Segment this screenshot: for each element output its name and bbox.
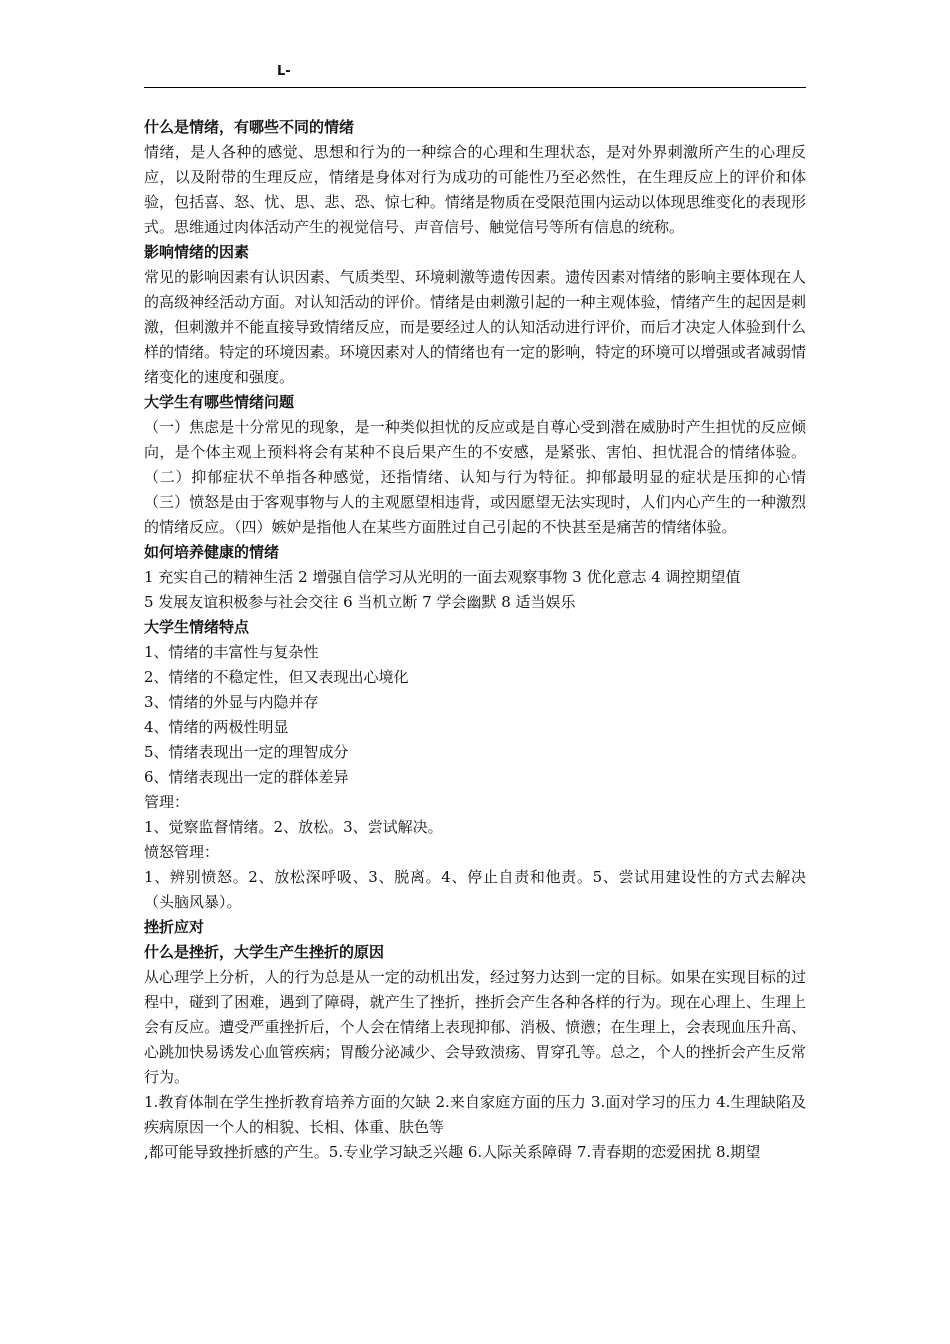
list-item: 2、情绪的不稳定性，但又表现出心境化 <box>144 668 409 686</box>
list-line-healthy-emotions-2: 5 发展友谊积极参与社会交往 6 当机立断 7 学会幽默 8 适当娱乐 <box>144 593 576 611</box>
header-mark: L- <box>277 64 291 79</box>
label-anger-management: 愤怒管理： <box>144 843 220 861</box>
paragraph-influencing-factors: 常见的影响因素有认识因素、气质类型、环境刺激等遗传因素。遗传因素对情绪的影响主要体现在人的高级神经活动方面。对认知活动的评价。情绪是由刺激引起的一种主观体验，情绪产生的起因是刺激，但刺激并不能直接导致情绪反应，而是要经过人的认知活动进行评价，而后才决定人体验到什么样的情绪。特定的环境因素。环境因素对人的情绪也有一定的影响，特定的环境可以增强或者减弱情绪变化的速度和强度。 <box>144 268 806 386</box>
section-heading-influencing-factors: 影响情绪的因素 <box>144 243 250 261</box>
paragraph-frustration: 从心理学上分析，人的行为总是从一定的动机出发，经过努力达到一定的目标。如果在实现目标的过程中，碰到了困难，遇到了障碍，就产生了挫折，挫折会产生各种各样的行为。现在心理上、生理上会有反应。遭受严重挫折后，个人会在情绪上表现抑郁、消极、愤懑；在生理上，会表现血压升高、心跳加快易诱发心血管疾病；胃酸分泌减少、会导致溃疡、胃穿孔等。总之，个人的挫折会产生反常行为。 <box>144 968 806 1086</box>
section-subheading-frustration-causes: 什么是挫折，大学生产生挫折的原因 <box>144 943 385 961</box>
section-heading-emotion-traits: 大学生情绪特点 <box>144 618 250 636</box>
paragraph-management: 1、觉察监督情绪。2、放松。3、尝试解决。 <box>144 818 443 836</box>
paragraph-anger-management: 1、辨别愤怒。2、放松深呼吸、3、脱离。4、停止自责和他责。5、尝试用建设性的方式去解决（头脑风暴）。 <box>144 868 806 911</box>
list-item: 1、情绪的丰富性与复杂性 <box>144 643 319 661</box>
list-item: 5、情绪表现出一定的理智成分 <box>144 743 349 761</box>
list-item: 4、情绪的两极性明显 <box>144 718 289 736</box>
paragraph-student-emotion-problems: （一）焦虑是十分常见的现象，是一种类似担忧的反应或是自尊心受到潜在威胁时产生担忧的反应倾向，是个体主观上预料将会有某种不良后果产生的不安感，是紧张、害怕、担忧混合的情绪体验。（二）抑郁症状不单指各种感觉，还指情绪、认知与行为特征。抑郁最明显的症状是压抑的心情（三）愤怒是由于客观事物与人的主观愿望相违背，或因愿望无法实现时，人们内心产生的一种激烈的情绪反应。（四）嫉妒是指他人在某些方面胜过自己引起的不快甚至是痛苦的情绪体验。 <box>144 418 806 536</box>
document-body <box>144 115 806 1165</box>
section-heading-healthy-emotions: 如何培养健康的情绪 <box>144 543 280 561</box>
paragraph-frustration-causes-2: ,都可能导致挫折感的产生。5.专业学习缺乏兴趣 6.人际关系障碍 7.青春期的恋爱困扰 8.期望 <box>144 1143 761 1161</box>
section-heading-student-emotion-problems: 大学生有哪些情绪问题 <box>144 393 295 411</box>
section-heading-frustration: 挫折应对 <box>144 918 205 936</box>
label-management: 管理： <box>144 793 190 811</box>
paragraph-frustration-causes-1: 1.教育体制在学生挫折教育培养方面的欠缺 2.来自家庭方面的压力 3.面对学习的压力 4.生理缺陷及疾病原因一个人的相貌、长相、体重、肤色等 <box>144 1093 806 1136</box>
section-heading-what-is-emotion: 什么是情绪，有哪些不同的情绪 <box>144 118 355 136</box>
header-rule <box>144 87 806 88</box>
list-line-healthy-emotions-1: 1 充实自己的精神生活 2 增强自信学习从光明的一面去观察事物 3 优化意志 4 调控期望值 <box>144 568 741 586</box>
list-item: 6、情绪表现出一定的群体差异 <box>144 768 349 786</box>
list-item: 3、情绪的外显与内隐并存 <box>144 693 319 711</box>
paragraph-emotion-definition: 情绪，是人各种的感觉、思想和行为的一种综合的心理和生理状态，是对外界刺激所产生的心理反应，以及附带的生理反应，情绪是身体对行为成功的可能性乃至必然性，在生理反应上的评价和体验，包括喜、怒、忧、思、悲、恐、惊七种。情绪是物质在受限范围内运动以体现思维变化的表现形式。思维通过肉体活动产生的视觉信号、声音信号、触觉信号等所有信息的统称。 <box>144 143 806 236</box>
